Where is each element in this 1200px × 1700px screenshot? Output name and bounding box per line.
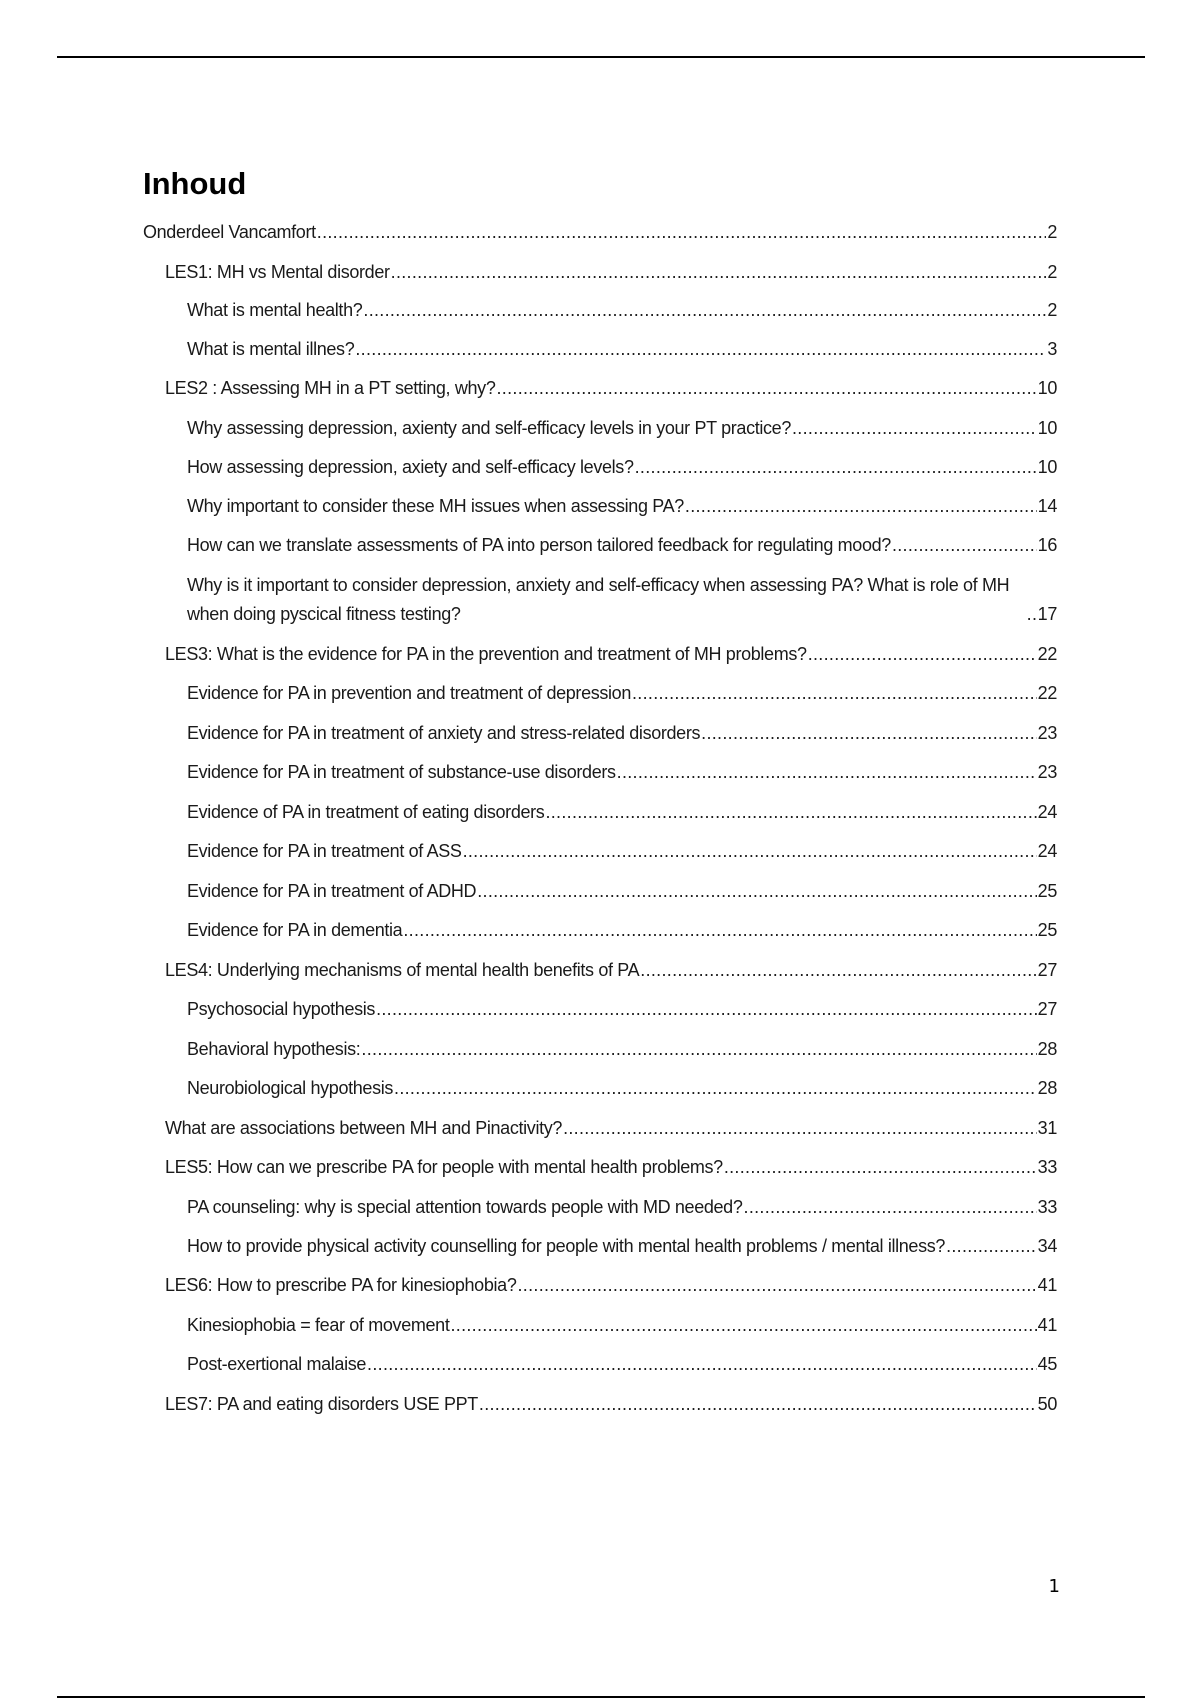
toc-page-number: 10 (1037, 418, 1057, 438)
toc-page-number: 2 (1047, 300, 1057, 320)
toc-leader (450, 1311, 1036, 1340)
toc-entry-label: Psychosocial hypothesis (187, 999, 376, 1019)
toc-page-number: 10 (1037, 378, 1057, 398)
toc-entry-label: What is mental health? (187, 300, 363, 320)
toc-entry[interactable] (143, 995, 1057, 1024)
toc-page-number: 24 (1037, 802, 1057, 822)
toc-entry-label: Evidence for PA in treatment of substance-use disorders (187, 762, 616, 782)
toc-entry[interactable] (143, 1035, 1057, 1064)
footer-rule (57, 1696, 1145, 1698)
toc-entry-label: Evidence of PA in treatment of eating disorders (187, 802, 545, 822)
toc-page-number: 27 (1037, 960, 1057, 980)
toc-entry-label: How assessing depression, axiety and self-efficacy levels? (187, 457, 634, 477)
toc-leader (744, 1193, 1037, 1222)
toc-entry-label: Behavioral hypothesis: (187, 1039, 361, 1059)
toc-page-number: 22 (1037, 683, 1057, 703)
toc-page-number: 2 (1047, 262, 1057, 282)
toc-leader (685, 492, 1037, 521)
toc-leader (477, 877, 1036, 906)
toc-leader (355, 335, 1046, 364)
toc-page-number: 3 (1047, 339, 1057, 359)
toc-entry[interactable] (143, 374, 1057, 403)
toc-entry[interactable] (143, 1193, 1057, 1222)
toc-entry-label: PA counseling: why is special attention towards people with MD needed? (187, 1197, 743, 1217)
toc-page-number: 41 (1037, 1275, 1057, 1295)
toc-leader (403, 916, 1036, 945)
toc-entry[interactable] (143, 798, 1057, 827)
toc-leader (640, 956, 1036, 985)
toc-entry[interactable] (143, 1074, 1057, 1103)
toc-page-number: 28 (1037, 1039, 1057, 1059)
toc-entry[interactable] (143, 758, 1057, 787)
toc-leader (635, 453, 1037, 482)
toc-entry[interactable] (143, 1271, 1057, 1300)
toc-entry-label: Kinesiophobia = fear of movement (187, 1315, 450, 1335)
toc-entry[interactable] (143, 916, 1057, 945)
toc-page-number: 33 (1037, 1197, 1057, 1217)
toc-leader (496, 374, 1036, 403)
toc-entry[interactable] (143, 1232, 1057, 1261)
toc-page-number: 10 (1037, 457, 1057, 477)
toc-page-number: 50 (1037, 1394, 1057, 1414)
toc-entry[interactable] (143, 414, 1057, 443)
toc-page-number: 25 (1037, 881, 1057, 901)
toc-leader (701, 719, 1037, 748)
toc-entry-label: Evidence for PA in treatment of ASS (187, 841, 462, 861)
toc-leader (892, 531, 1037, 560)
toc-leader (394, 1074, 1037, 1103)
toc-entry-label: LES3: What is the evidence for PA in the prevention and treatment of MH problems? (165, 644, 807, 664)
toc-leader (1027, 600, 1037, 629)
toc-leader (463, 837, 1037, 866)
toc-page-number: 27 (1037, 999, 1057, 1019)
toc-entry[interactable] (143, 837, 1057, 866)
toc-page-number: 28 (1037, 1078, 1057, 1098)
toc-page-number: 22 (1037, 644, 1057, 664)
toc-entry[interactable] (143, 258, 1057, 287)
toc-leader (479, 1390, 1037, 1419)
toc-title: Inhoud (143, 166, 247, 201)
toc-leader (724, 1153, 1037, 1182)
toc-page-number: 23 (1037, 723, 1057, 743)
header-rule (57, 56, 1145, 58)
toc-entry[interactable] (143, 492, 1057, 521)
page-number: 1 (1048, 1576, 1060, 1597)
toc-entry-label: LES7: PA and eating disorders USE PPT (165, 1394, 478, 1414)
toc-entry-label: Evidence for PA in treatment of anxiety and stress-related disorders (187, 723, 701, 743)
toc-entry-label: How can we translate assessments of PA into person tailored feedback for regulating mood? (187, 535, 891, 555)
toc-entry-label: Evidence for PA in dementia (187, 920, 403, 940)
toc-entry[interactable] (143, 531, 1057, 560)
toc-leader (792, 414, 1037, 443)
toc-entry-label: What is mental illnes? (187, 339, 355, 359)
table-of-contents (143, 218, 1057, 1419)
toc-page-number: 31 (1037, 1118, 1057, 1138)
toc-leader (808, 640, 1037, 669)
toc-entry-label: Why assessing depression, axienty and self-efficacy levels in your PT practice? (187, 418, 791, 438)
toc-page-number: 34 (1037, 1236, 1057, 1256)
toc-leader (363, 296, 1046, 325)
toc-page-number: 23 (1037, 762, 1057, 782)
toc-leader (946, 1232, 1037, 1261)
toc-page-number: 14 (1037, 496, 1057, 516)
toc-entry-label: LES6: How to prescribe PA for kinesiophobia? (165, 1275, 517, 1295)
toc-leader (361, 1035, 1036, 1064)
toc-page-number: 17 (1037, 604, 1057, 624)
toc-entry[interactable] (143, 571, 1057, 629)
toc-entry-label: Why important to consider these MH issues when assessing PA? (187, 496, 684, 516)
toc-entry[interactable] (143, 296, 1057, 325)
toc-entry[interactable] (143, 1390, 1057, 1419)
toc-entry[interactable] (143, 956, 1057, 985)
toc-page-number: 45 (1037, 1354, 1057, 1374)
toc-leader (391, 258, 1047, 287)
toc-entry-label: LES4: Underlying mechanisms of mental health benefits of PA (165, 960, 640, 980)
toc-leader (317, 218, 1047, 247)
toc-leader (545, 798, 1036, 827)
toc-leader (632, 679, 1037, 708)
toc-entry-label: Evidence for PA in treatment of ADHD (187, 881, 477, 901)
toc-leader (367, 1350, 1037, 1379)
toc-entry-label: Why is it important to consider depression, anxiety and self-efficacy when assessing PA? What is role of MH when doing pyscical fitness testing? (187, 575, 1010, 624)
toc-entry[interactable] (143, 335, 1057, 364)
toc-entry[interactable] (143, 877, 1057, 906)
toc-entry-label: Neurobiological hypothesis (187, 1078, 394, 1098)
toc-entry-label: Evidence for PA in prevention and treatment of depression (187, 683, 631, 703)
toc-page-number: 33 (1037, 1157, 1057, 1177)
toc-leader (617, 758, 1037, 787)
toc-entry-label: What are associations between MH and Pinactivity? (165, 1118, 563, 1138)
toc-page-number: 16 (1037, 535, 1057, 555)
toc-leader (376, 995, 1037, 1024)
toc-page-number: 2 (1047, 222, 1057, 242)
toc-entry[interactable] (143, 719, 1057, 748)
toc-entry[interactable] (143, 1153, 1057, 1182)
toc-page-number: 25 (1037, 920, 1057, 940)
toc-entry[interactable] (143, 218, 1057, 247)
toc-entry-label: LES1: MH vs Mental disorder (165, 262, 390, 282)
toc-entry-label: LES5: How can we prescribe PA for people with mental health problems? (165, 1157, 723, 1177)
toc-page-number: 24 (1037, 841, 1057, 861)
toc-entry[interactable] (143, 1350, 1057, 1379)
toc-leader (517, 1271, 1036, 1300)
toc-entry-label: Post-exertional malaise (187, 1354, 367, 1374)
toc-entry-label: Onderdeel Vancamfort (143, 222, 316, 242)
toc-entry[interactable] (143, 1311, 1057, 1340)
toc-entry-label: LES2 : Assessing MH in a PT setting, why? (165, 378, 496, 398)
toc-page-number: 41 (1037, 1315, 1057, 1335)
toc-entry[interactable] (143, 453, 1057, 482)
toc-entry[interactable] (143, 640, 1057, 669)
toc-entry[interactable] (143, 679, 1057, 708)
toc-leader (563, 1114, 1037, 1143)
toc-entry-label: How to provide physical activity counselling for people with mental health problems / mental illness? (187, 1236, 946, 1256)
toc-entry[interactable] (143, 1114, 1057, 1143)
